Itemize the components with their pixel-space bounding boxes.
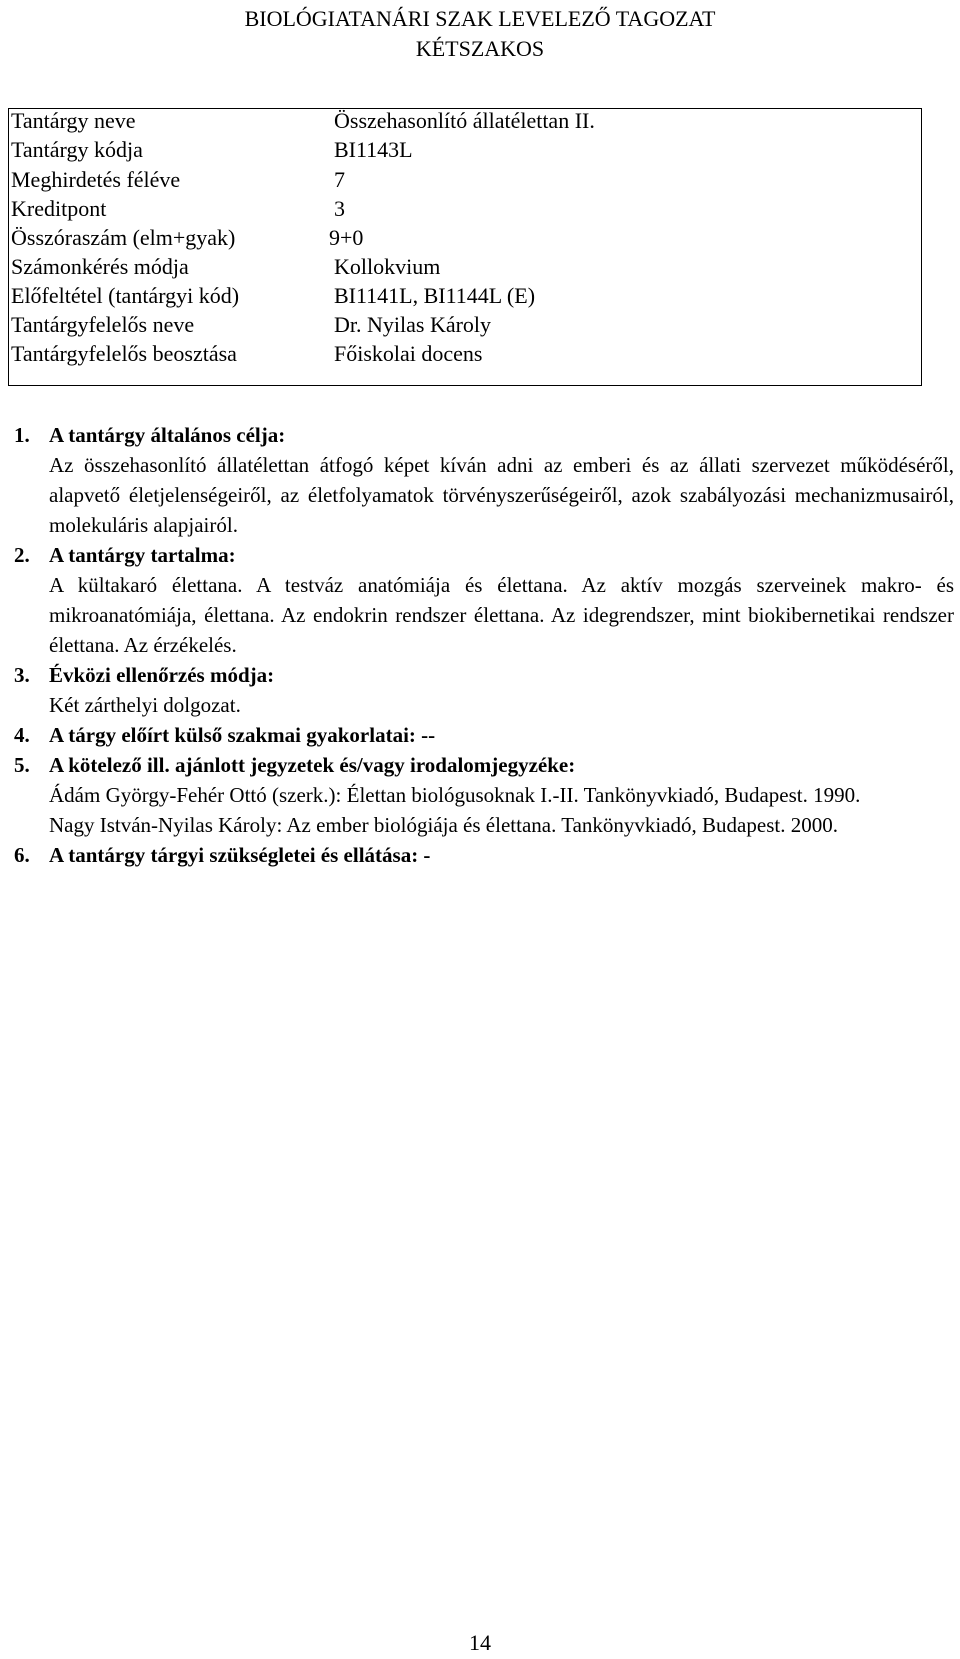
reference-item: Ádám György-Fehér Ottó (szerk.): Élettan biológusoknak I.-II. Tankönyvkiadó, Budapest. 1990. [49, 783, 861, 807]
info-row-prerequisite [9, 280, 921, 311]
section-title: A tantárgy tartalma: [49, 543, 236, 567]
section-number: 2. [14, 543, 30, 567]
info-value: Kollokvium [334, 254, 441, 279]
section-3-body: Két zárthelyi dolgozat. [49, 693, 241, 717]
info-row-responsible-name [9, 309, 921, 340]
section-title: A tantárgy tárgyi szükségletei és ellátása: - [49, 843, 431, 867]
header-line-1: BIOLÓGIATANÁRI SZAK LEVELEZŐ TAGOZAT [244, 6, 716, 31]
info-label: Előfeltétel (tantárgyi kód) [11, 283, 240, 308]
info-value: Összehasonlító állatélettan II. [334, 108, 595, 133]
section-1-body: Az összehasonlító állatélettan átfogó képet kíván adni az emberi és az állati szervezet működéséről, alapvető életjelenségeiről, az életfolyamatok törvényszerűségeiről, azok szabályozási mechanizmusairól, molekuláris alapjairól. [49, 453, 954, 537]
info-row-assessment [9, 251, 921, 282]
section-number: 3. [14, 663, 30, 687]
info-value: BI1141L, BI1144L (E) [334, 283, 536, 308]
page-number: 14 [469, 1630, 491, 1655]
section-5-heading [14, 750, 954, 780]
info-value: 7 [334, 167, 345, 192]
info-row-credits [9, 193, 921, 224]
info-label: Számonkérés módja [11, 254, 189, 279]
section-number: 6. [14, 843, 30, 867]
info-label: Tantárgyfelelős neve [11, 312, 195, 337]
reference-item: Nagy István-Nyilas Károly: Az ember biológiája és élettana. Tankönyvkiadó, Budapest. 2000. [49, 813, 838, 837]
section-title: A kötelező ill. ajánlott jegyzetek és/vagy irodalomjegyzéke: [49, 753, 576, 777]
document-header [0, 4, 960, 64]
info-value: BI1143L [334, 137, 413, 162]
course-sections [14, 420, 954, 870]
course-info-table [8, 108, 922, 386]
info-row-responsible-position [9, 338, 921, 369]
info-value: Dr. Nyilas Károly [334, 312, 492, 337]
section-number: 1. [14, 423, 30, 447]
section-title: A tárgy előírt külső szakmai gyakorlatai: -- [49, 723, 436, 747]
info-row-total-hours [9, 222, 921, 253]
header-line-2: KÉTSZAKOS [415, 36, 545, 61]
section-1-heading [14, 420, 954, 450]
info-row-course-name [9, 105, 921, 136]
info-value: Főiskolai docens [334, 341, 483, 366]
info-label: Meghirdetés féléve [11, 167, 181, 192]
section-number: 4. [14, 723, 30, 747]
section-2-body: A kültakaró élettana. A testváz anatómiája és élettana. Az aktív mozgás szerveinek makro- és mikroanatómiája, élettana. Az endokrin rendszer élettana. Az idegrendszer, mint biokibernetikai rendszer élettana. Az érzékelés. [49, 573, 954, 657]
info-label: Tantárgy kódja [11, 137, 143, 162]
info-label: Összóraszám (elm+gyak) [11, 225, 236, 250]
section-2-heading [14, 540, 954, 570]
section-title: A tantárgy általános célja: [49, 423, 286, 447]
section-6-heading [14, 840, 954, 870]
info-value: 9+0 [329, 225, 364, 250]
info-row-semester [9, 164, 921, 195]
info-label: Tantárgyfelelős beosztása [11, 341, 237, 366]
section-title: Évközi ellenőrzés módja: [49, 663, 275, 687]
info-label: Tantárgy neve [11, 108, 136, 133]
info-label: Kreditpont [11, 196, 107, 221]
section-number: 5. [14, 753, 30, 777]
info-value: 3 [334, 196, 345, 221]
info-row-course-code [9, 134, 921, 165]
section-3-heading [14, 660, 954, 690]
section-4-heading [14, 720, 954, 750]
